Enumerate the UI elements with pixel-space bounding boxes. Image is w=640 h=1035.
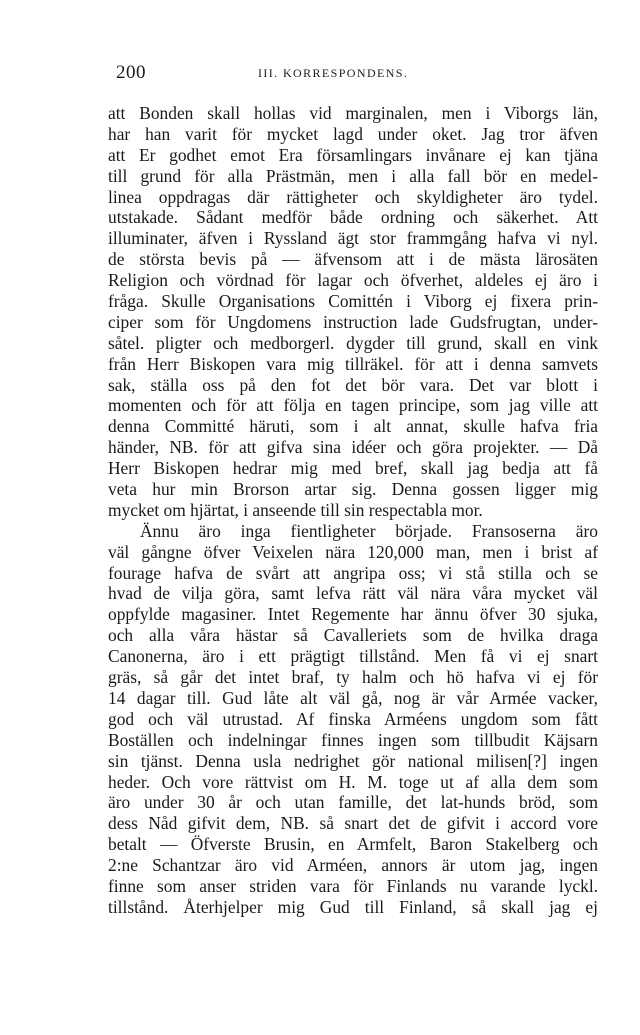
text-line: momenten och för att följa en tagen principe, som jag ville att [108, 395, 598, 416]
text-line: sin tjänst. Denna usla nedrighet gör national milisen[?] ingen [108, 750, 598, 771]
text-line: till grund för alla Prästmän, men i alla fall bör en medel- [108, 165, 598, 186]
text-line: väl gångne öfver Veixelen nära 120,000 man, men i brist af [108, 541, 598, 562]
text-line: denna Committé häruti, som i alt annat, skulle hafva fria [108, 416, 598, 437]
text-line: fourage hafva de svårt att angripa oss; vi stå stilla och se [108, 562, 598, 583]
text-line: illuminater, äfven i Ryssland ägt stor frammgång hafva vi nyl. [108, 228, 598, 249]
text-line: utstakade. Sådant medför både ordning och säkerhet. Att [108, 207, 598, 228]
text-line: gräs, så går det intet braf, ty halm och hö hafva vi ej för [108, 667, 598, 688]
text-line: från Herr Biskopen vara mig tillräkel. för att i denna samvets [108, 353, 598, 374]
text-line: Canonerna, äro i ett prägtigt tillstånd. Men få vi ej snart [108, 646, 598, 667]
page-number: 200 [116, 62, 146, 83]
text-line: dess Nåd gifvit dem, NB. så snart det de gifvit i accord vore [108, 813, 598, 834]
page-header [108, 62, 598, 86]
text-line: heder. Och vore rättvist om H. M. toge ut af alla dem som [108, 771, 598, 792]
text-line: de största bevis på — äfvensom att i de mästa lärosäten [108, 249, 598, 270]
paragraph [108, 521, 598, 918]
running-head: III. KORRESPONDENS. [258, 66, 409, 80]
text-line: Herr Biskopen hedrar mig med bref, skall jag bedja att få [108, 458, 598, 479]
text-line: betalt — Öfverste Brusin, en Armfelt, Baron Stakelberg och [108, 834, 598, 855]
text-line: veta hur min Brorson artar sig. Denna gossen ligger mig [108, 479, 598, 500]
text-line: Boställen och indelningar finnes ingen som tillbudit Käjsarn [108, 729, 598, 750]
text-line: sak, ställa oss på den fot det bör vara. Det var blott i [108, 374, 598, 395]
text-line: Ännu äro inga fientligheter började. Fransoserna äro [140, 520, 598, 541]
text-line: äro under 30 år och utan famille, det lat-hunds bröd, som [108, 792, 598, 813]
text-line: 2:ne Schantzar äro vid Arméen, annors är utom jag, ingen [108, 855, 598, 876]
text-line: hvad de vilja göra, samt lefva rätt väl nära våra mycket väl [108, 583, 598, 604]
text-line: Religion och vördnad för lagar och öfverhet, aldeles ej äro i [108, 270, 598, 291]
text-line: händer, NB. för att gifva sina idéer och göra projekter. — Då [108, 437, 598, 458]
body-text [108, 103, 598, 918]
text-line: att Bonden skall hollas vid marginalen, men i Viborgs län, [108, 103, 598, 123]
text-line: tillstånd. Återhjelper mig Gud till Finland, så skall jag ej [108, 896, 598, 917]
text-line: mycket om hjärtat, i anseende till sin respectabla mor. [108, 499, 483, 520]
text-line: god och väl utrustad. Af finska Arméens ungdom som fått [108, 708, 598, 729]
text-line: oppfylde magasiner. Intet Regemente har ännu öfver 30 sjuka, [108, 604, 598, 625]
text-line: 14 dagar till. Gud låte alt väl gå, nog är vår Armée vacker, [108, 687, 598, 708]
text-line: ciper som för Ungdomens instruction lade Gudsfrugtan, under- [108, 311, 598, 332]
text-line: såtel. pligter och medborgerl. dygder till grund, skall en vink [108, 332, 598, 353]
text-line: har han varit för mycket lagd under oket. Jag tror äfven [108, 123, 598, 144]
text-line: att Er godhet emot Era församlingars invånare ej kan tjäna [108, 144, 598, 165]
text-line: och alla våra hästar så Cavalleriets som de hvilka draga [108, 625, 598, 646]
paragraph [108, 103, 598, 521]
text-line: linea oppdragas där rättigheter och skyldigheter äro tydel. [108, 186, 598, 207]
text-line: fråga. Skulle Organisations Comittén i Viborg ej fixera prin- [108, 291, 598, 312]
text-line: finne som anser striden vara för Finlands nu varande lyckl. [108, 875, 598, 896]
